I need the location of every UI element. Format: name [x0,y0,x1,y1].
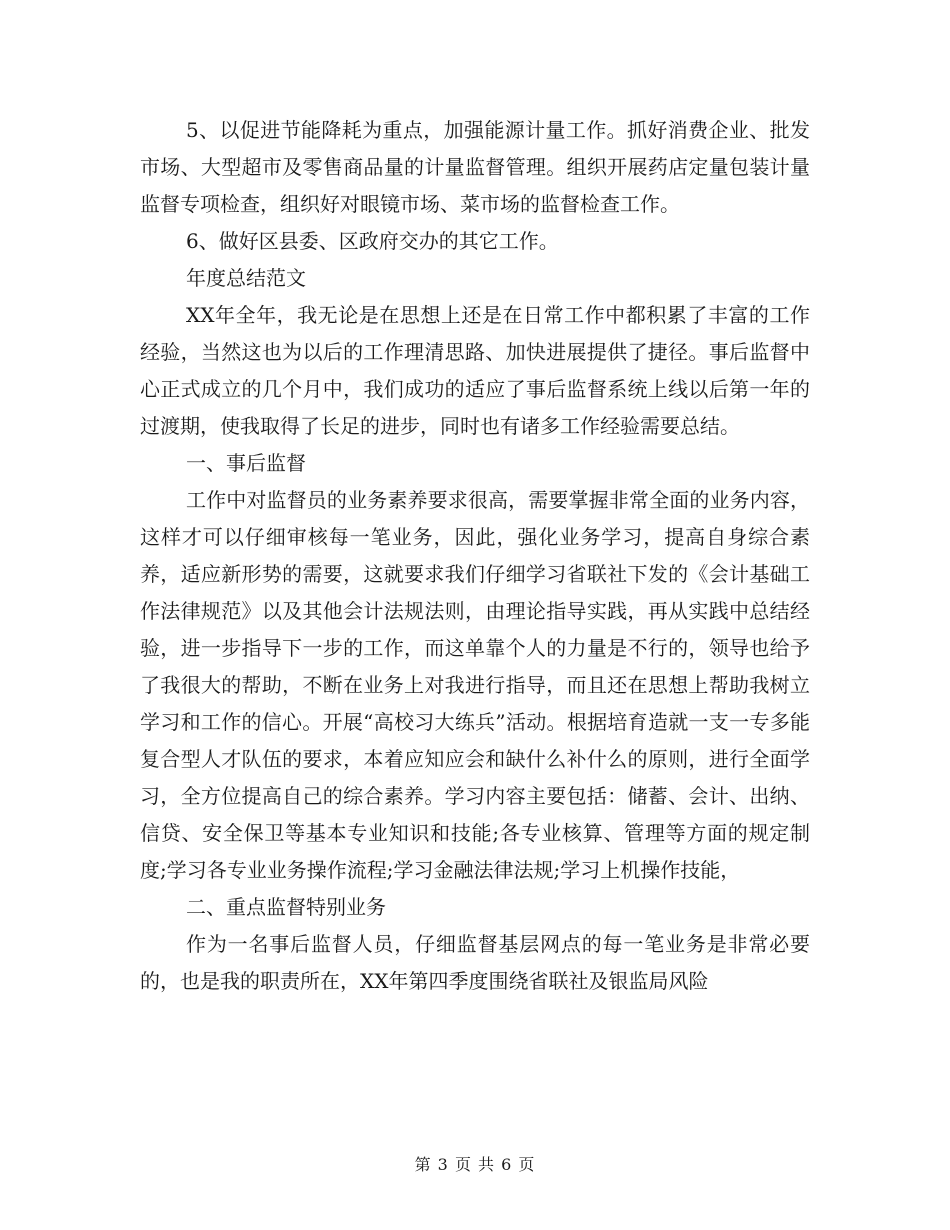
paragraph-item-5: 5、以促进节能降耗为重点，加强能源计量工作。抓好消费企业、批发市场、大型超市及零售商品量的计量监督管理。组织开展药店定量包装计量监督专项检查，组织好对眼镜市场、菜市场的监督检查工作。 [140,118,810,216]
document-body [140,112,810,1000]
section-heading-1: 一、事后监督 [186,451,306,475]
paragraph-section-2: 作为一名事后监督人员，仔细监督基层网点的每一笔业务是非常必要的，也是我的职责所在，XX年第四季度围绕省联社及银监局风险 [140,932,810,993]
section-heading-2: 二、重点监督特别业务 [186,895,386,919]
page-number-footer: 第 3 页 共 6 页 [414,1155,536,1174]
paragraph-section-1: 工作中对监督员的业务素养要求很高，需要掌握非常全面的业务内容，这样才可以仔细审核每一笔业务，因此，强化业务学习，提高自身综合素养，适应新形势的需要，这就要求我们仔细学习省联社下发的《会计基础工作法律规范》以及其他会计法规法则，由理论指导实践，再从实践中总结经验，进一步指导下一步的工作，而这单靠个人的力量是不行的，领导也给予了我很大的帮助，不断在业务上对我进行指导，而且还在思想上帮助我树立学习和工作的信心。开展“高校习大练兵”活动。根据培育造就一支一专多能复合型人才队伍的要求，本着应知应会和缺什么补什么的原则，进行全面学习，全方位提高自己的综合素养。学习内容主要包括：储蓄、会计、出纳、信贷、安全保卫等基本专业知识和技能;各专业核算、管理等方面的规定制度;学习各专业业务操作流程;学习金融法律法规;学习上机操作技能， [140,488,810,882]
section-title: 年度总结范文 [186,266,306,290]
paragraph-intro: XX年全年，我无论是在思想上还是在日常工作中都积累了丰富的工作经验，当然这也为以后的工作理清思路、加快进展提供了捷径。事后监督中心正式成立的几个月中，我们成功的适应了事后监督系统上线以后第一年的过渡期，使我取得了长足的进步，同时也有诸多工作经验需要总结。 [140,303,810,438]
paragraph-item-6: 6、做好区县委、区政府交办的其它工作。 [186,229,559,253]
